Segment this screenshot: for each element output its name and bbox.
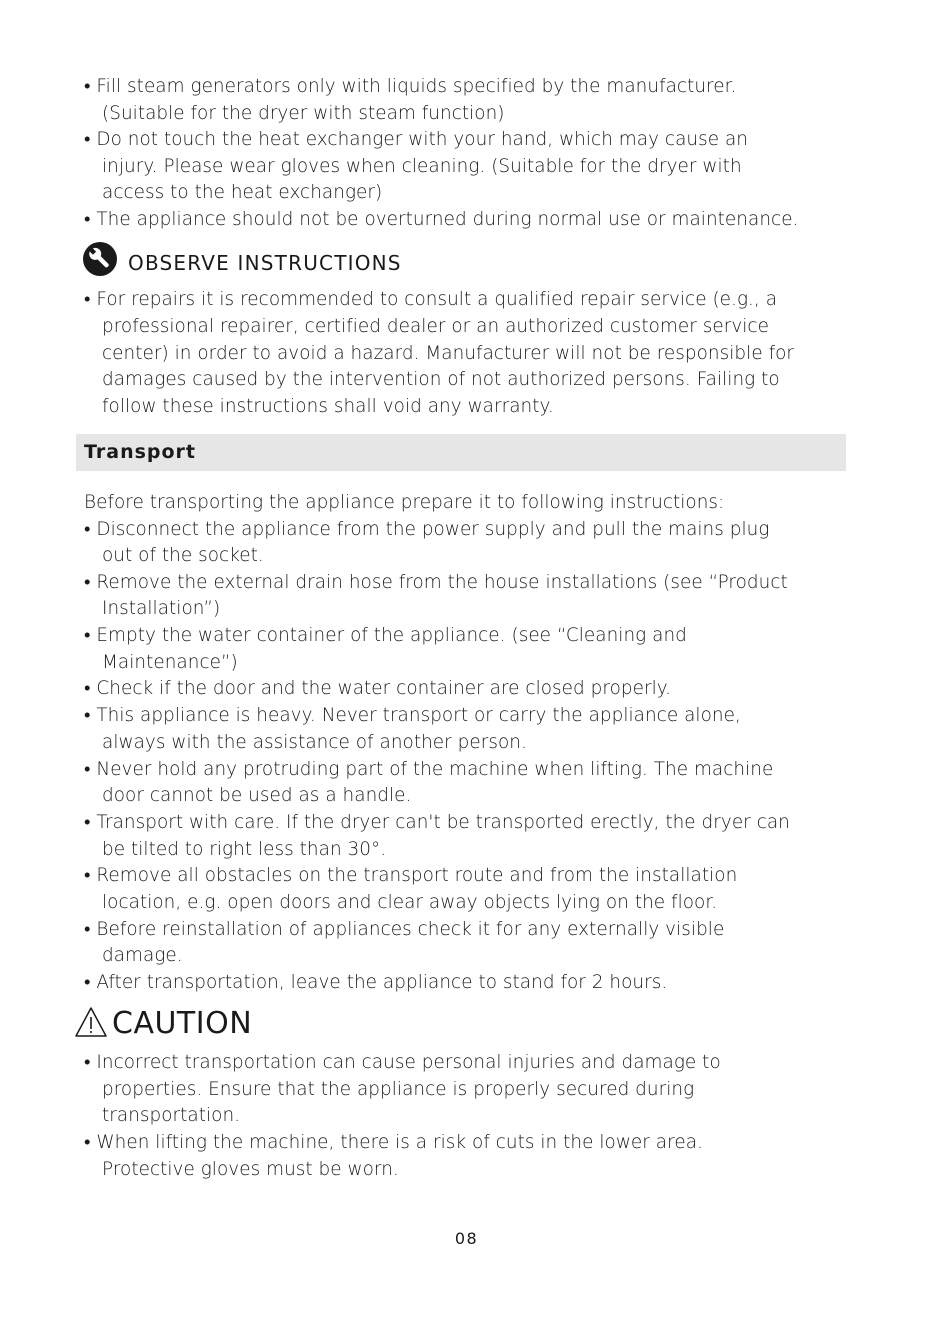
text-line: • Check if the door and the water container are closed properly.: [84, 678, 671, 699]
warning-triangle-icon: [74, 1006, 108, 1038]
text-line: • Remove the external drain hose from the house installations (see “Product: [84, 572, 788, 593]
text-line: professional repairer, certified dealer or an authorized customer service: [102, 316, 769, 337]
text-line: • Transport with care. If the dryer can't be transported erectly, the dryer can: [84, 812, 790, 833]
section-header-transport: [76, 434, 846, 471]
text-line: • For repairs it is recommended to consult a qualified repair service (e.g., a: [84, 289, 778, 310]
text-line: • Never hold any protruding part of the machine when lifting. The machine: [84, 759, 774, 780]
text-line: Maintenance”): [102, 652, 238, 673]
text-line: damage.: [102, 945, 183, 966]
text-line: • The appliance should not be overturned during normal use or maintenance.: [84, 209, 799, 230]
text-line: access to the heat exchanger): [102, 182, 383, 203]
text-line: • Remove all obstacles on the transport route and from the installation: [84, 865, 738, 886]
text-line: properties. Ensure that the appliance is properly secured during: [102, 1079, 695, 1100]
page-number: 08: [454, 1229, 479, 1248]
text-line: center) in order to avoid a hazard. Manufacturer will not be responsible for: [102, 343, 795, 364]
text-line: follow these instructions shall void any warranty.: [102, 396, 554, 417]
text-line: • Before reinstallation of appliances check it for any externally visible: [84, 919, 725, 940]
text-line: Installation”): [102, 598, 221, 619]
text-line: • Incorrect transportation can cause personal injuries and damage to: [84, 1052, 721, 1073]
text-line: • Empty the water container of the appliance. (see “Cleaning and: [84, 625, 687, 646]
text-line: location, e.g. open doors and clear away objects lying on the floor.: [102, 892, 718, 913]
text-line: • After transportation, leave the appliance to stand for 2 hours.: [84, 972, 668, 993]
text-line: door cannot be used as a handle.: [102, 785, 412, 806]
text-line: (Suitable for the dryer with steam function): [102, 103, 505, 124]
caution-heading: CAUTION: [112, 1006, 253, 1041]
text-line: Before transporting the appliance prepare it to following instructions:: [84, 492, 725, 513]
observe-instructions-heading: OBSERVE INSTRUCTIONS: [128, 251, 402, 275]
text-line: • When lifting the machine, there is a risk of cuts in the lower area.: [84, 1132, 703, 1153]
text-line: out of the socket.: [102, 545, 264, 566]
text-line: • Disconnect the appliance from the power supply and pull the mains plug: [84, 519, 770, 540]
text-line: damages caused by the intervention of not authorized persons. Failing to: [102, 369, 780, 390]
text-line: injury. Please wear gloves when cleaning. (Suitable for the dryer with: [102, 156, 742, 177]
wrench-icon: [82, 241, 118, 277]
section-title: Transport: [84, 441, 197, 463]
text-line: always with the assistance of another person.: [102, 732, 527, 753]
text-line: • Fill steam generators only with liquids specified by the manufacturer.: [84, 76, 737, 97]
text-line: Protective gloves must be worn.: [102, 1159, 399, 1180]
text-line: • This appliance is heavy. Never transport or carry the appliance alone,: [84, 705, 741, 726]
text-line: • Do not touch the heat exchanger with your hand, which may cause an: [84, 129, 749, 150]
text-line: transportation.: [102, 1105, 241, 1126]
text-line: be tilted to right less than 30°.: [102, 839, 387, 860]
